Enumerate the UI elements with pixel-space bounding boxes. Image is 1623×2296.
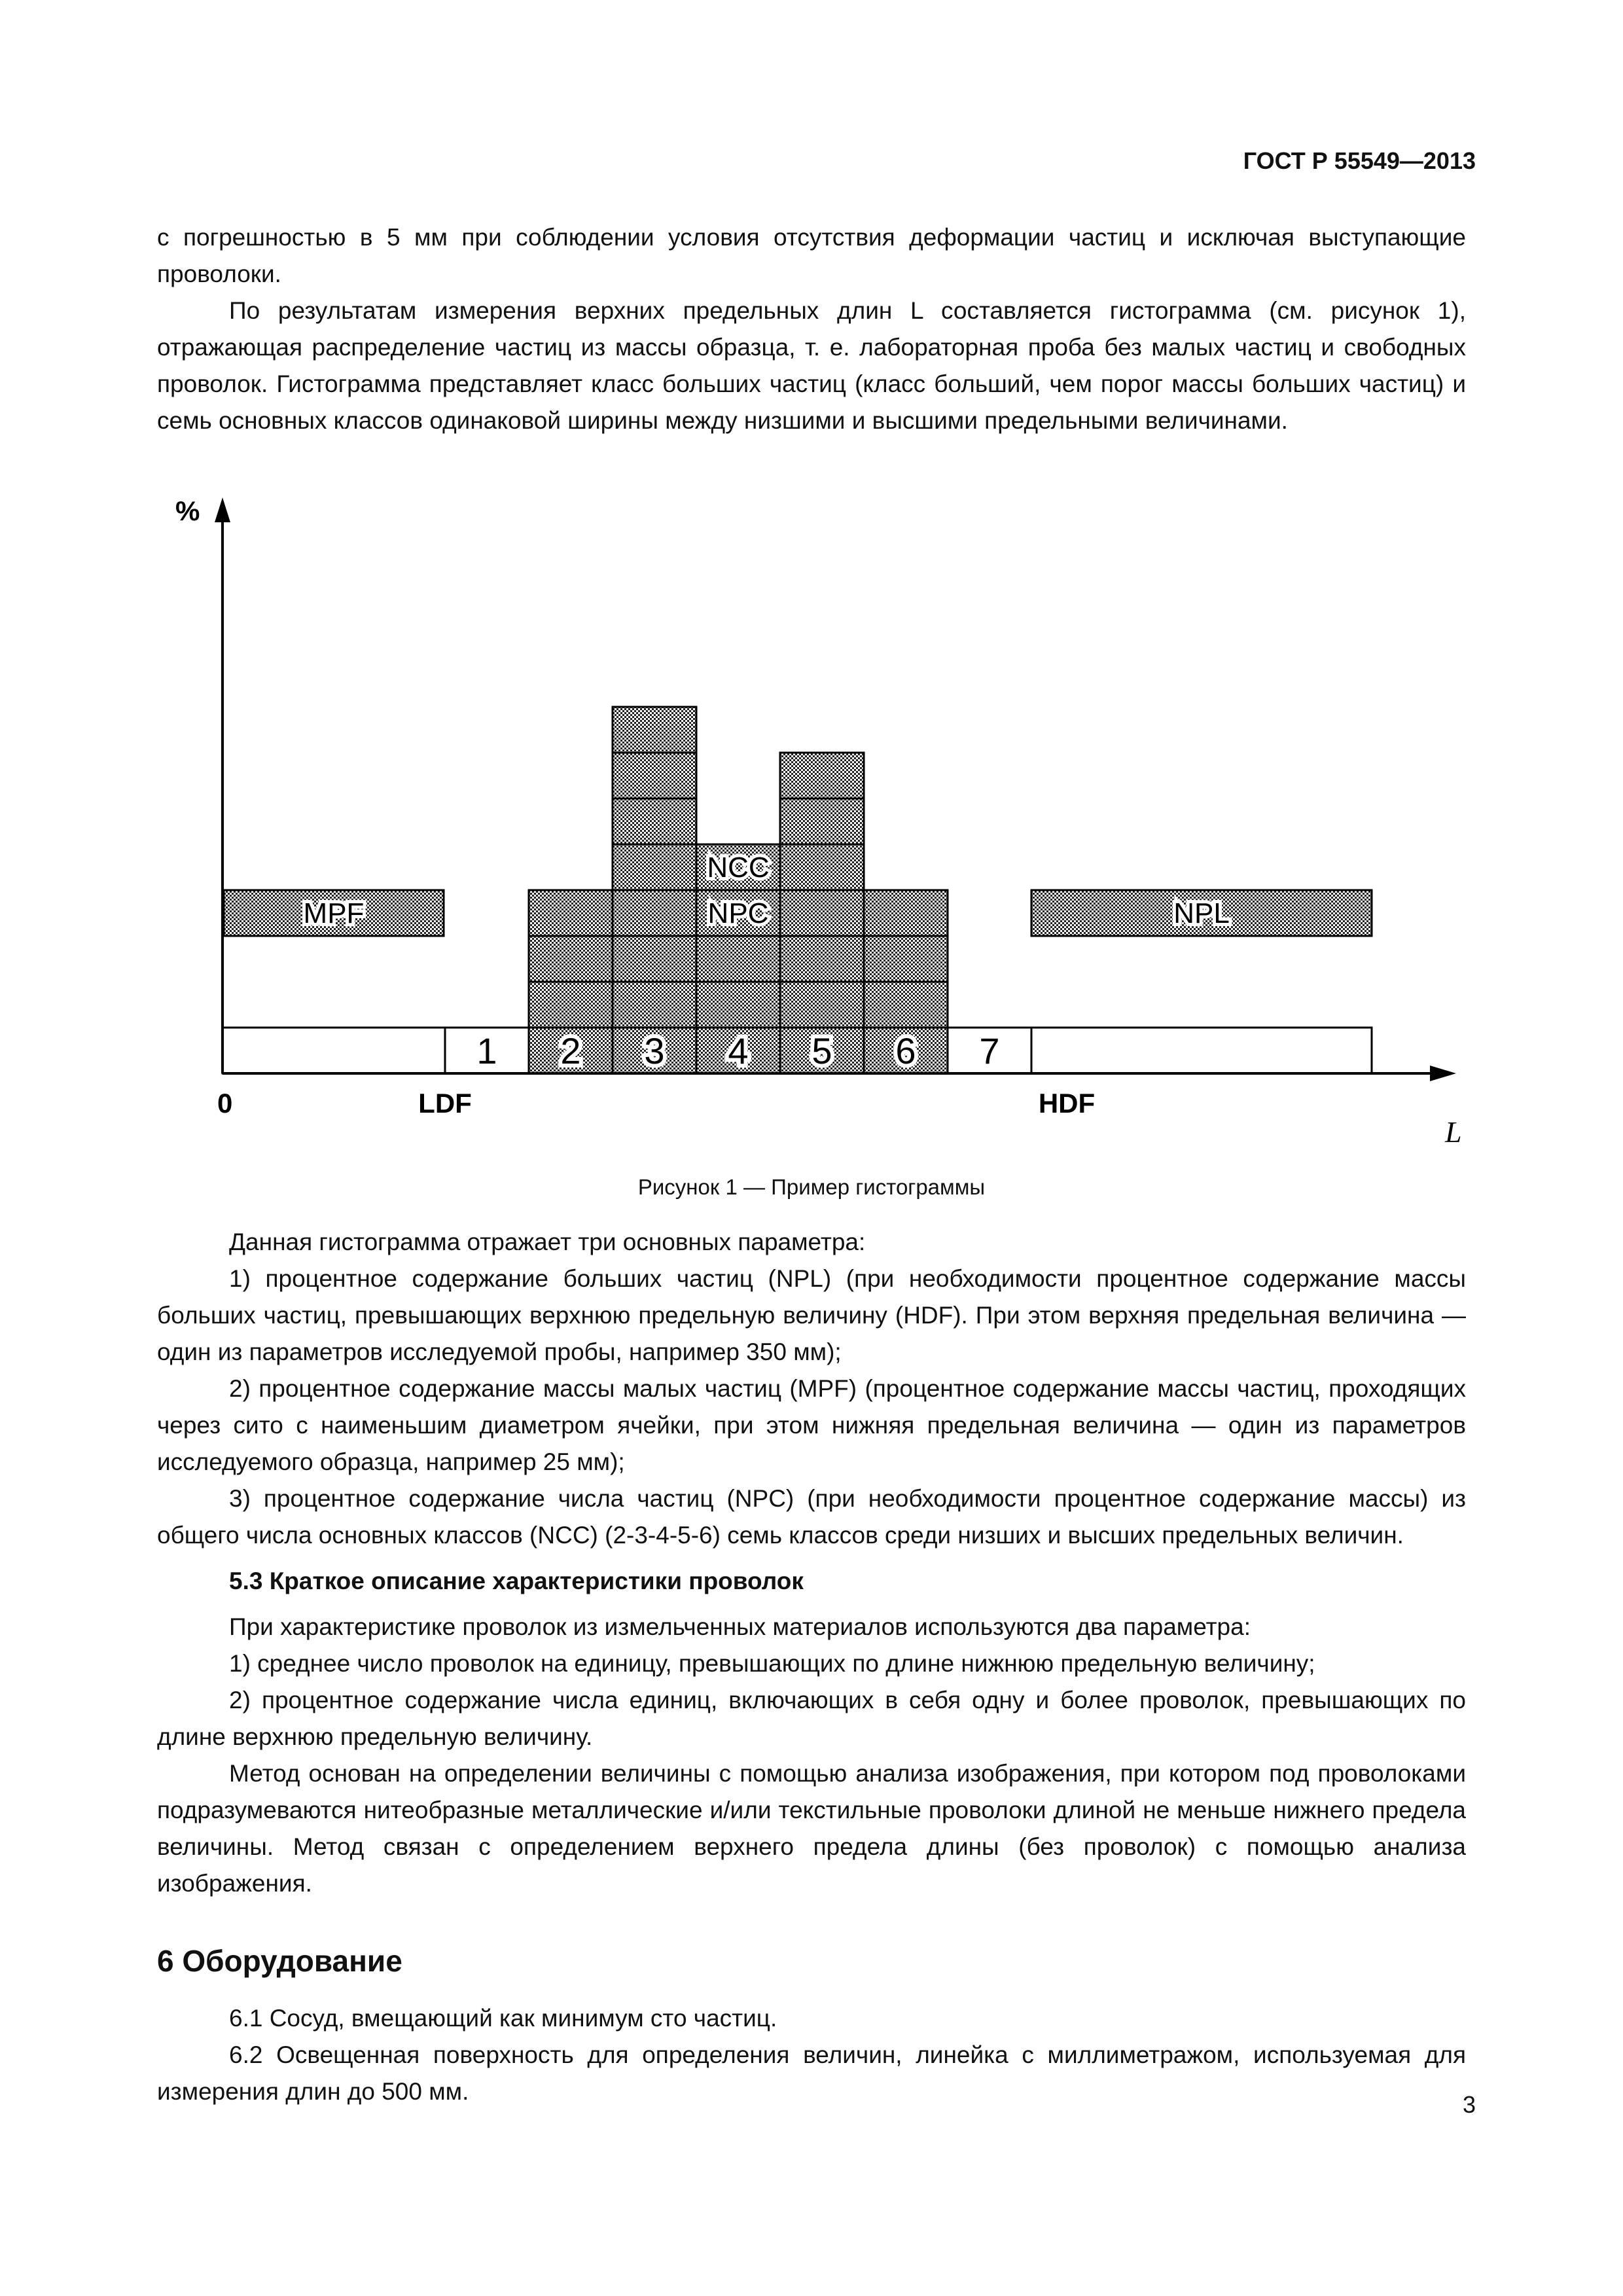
- class-label: 4: [728, 1030, 749, 1071]
- list-item: 1) процентное содержание больших частиц (NPL) (при необходимости процентное содержание массы больших частиц, превышающих верхнюю предельную величину (HDF). При этом верхняя предельная величина — один из параметров исследуемой пробы, например 350 мм);: [157, 1265, 1466, 1365]
- class-label: 2: [560, 1030, 581, 1071]
- histogram-bar: [780, 890, 864, 936]
- histogram-bar: [864, 936, 948, 982]
- intro-paragraph: По результатам измерения верхних предельных длин L составляется гистограмма (см. рисунок 1), отражающая распределение частиц из массы образца, т. е. лабораторная проба без малых частиц и свободных проволок. Гистограмма представляет класс больших частиц (класс больший, чем порог массы больших частиц) и семь основных классов одинаковой ширины между низшими и высшими предельными величинами.: [157, 297, 1466, 434]
- histogram-bars: [223, 707, 1372, 1073]
- class-label: 3: [644, 1030, 665, 1071]
- histogram-bar: [529, 982, 613, 1028]
- y-axis-label: %: [175, 495, 200, 526]
- parameter-label: MPF: [303, 897, 365, 929]
- outer-bar: [223, 1028, 445, 1073]
- histogram-bar: [864, 982, 948, 1028]
- histogram-bar: [696, 982, 780, 1028]
- class-label: 5: [812, 1030, 832, 1071]
- x-axis-label: L: [1445, 1115, 1462, 1149]
- list-item: 3) процентное содержание числа частиц (NPC) (при необходимости процентное содержание массы) из общего числа основных классов (NCC) (2-3-4-5-6) семь классов среди низших и высших предельных величин.: [157, 1485, 1466, 1549]
- class-label: 6: [895, 1030, 916, 1071]
- x-tick-label: 0: [217, 1088, 233, 1119]
- list-item: 2) процентное содержание числа единиц, включающих в себя одну и более проволок, превышающих по длине верхнюю предельную величину.: [157, 1687, 1466, 1750]
- histogram-bar: [780, 936, 864, 982]
- y-axis-arrow-icon: [215, 497, 230, 522]
- histogram-bar: [613, 844, 696, 890]
- histogram-bar: [780, 844, 864, 890]
- figure-caption: Рисунок 1 — Пример гистограммы: [637, 1175, 986, 1199]
- parameter-label: NPC: [707, 897, 769, 929]
- page-number: 3: [1462, 2091, 1476, 2118]
- histogram-bar: [613, 982, 696, 1028]
- histogram-bar: [613, 798, 696, 844]
- x-tick-label: LDF: [418, 1088, 472, 1119]
- paragraph: Метод основан на определении величины с помощью анализа изображения, при котором под проволоками подразумеваются нитеобразные металлические и/или текстильные проволоки длиной не меньше нижнего предела величины. Метод связан с определением верхнего предела длины (без проволок) с помощью анализа изображения.: [157, 1760, 1466, 1897]
- parameter-label: NCC: [707, 852, 770, 884]
- x-tick-label: HDF: [1038, 1088, 1096, 1119]
- document-header: ГОСТ Р 55549—2013: [1243, 147, 1476, 174]
- paragraph: Данная гистограмма отражает три основных параметра:: [229, 1229, 866, 1255]
- list-item: 2) процентное содержание массы малых частиц (MPF) (процентное содержание массы частиц, проходящих через сито с наименьшим диаметром ячейки, при этом нижняя предельная величина — один из параметров исследуемого образца, например 25 мм);: [157, 1375, 1466, 1475]
- histogram-bar: [613, 707, 696, 753]
- histogram-bar: [529, 936, 613, 982]
- histogram-bar: [780, 753, 864, 798]
- paragraph: 6.2 Освещенная поверхность для определения величин, линейка с миллиметражом, используемая для измерения длин до 500 мм.: [157, 2041, 1466, 2105]
- histogram-bar: [780, 798, 864, 844]
- intro-text: [157, 219, 1466, 439]
- histogram-bar: [613, 936, 696, 982]
- histogram-bar: [613, 753, 696, 798]
- section-heading: 6 Оборудование: [157, 1944, 402, 1978]
- class-label: 1: [476, 1030, 497, 1071]
- histogram-bar: [613, 890, 696, 936]
- histogram-bar: [780, 982, 864, 1028]
- parameter-label: NPL: [1173, 897, 1230, 929]
- paragraph: При характеристике проволок из измельченных материалов используются два параметра:: [229, 1613, 1251, 1640]
- intro-paragraph: с погрешностью в 5 мм при соблюдении условия отсутствия деформации частиц и исключая выступающие проволоки.: [157, 224, 1466, 287]
- paragraph: 6.1 Сосуд, вмещающий как минимум сто частиц.: [229, 2005, 777, 2032]
- x-axis-arrow-icon: [1430, 1066, 1456, 1081]
- list-item: 1) среднее число проволок на единицу, превышающих по длине нижнюю предельную величину;: [229, 1650, 1315, 1677]
- body-text: [157, 1224, 1466, 2110]
- histogram-bar: [696, 936, 780, 982]
- class-label: 7: [979, 1030, 1000, 1071]
- histogram-figure: [157, 484, 1466, 1152]
- outer-bar: [1031, 1028, 1372, 1073]
- section-heading: 5.3 Краткое описание характеристики проволок: [229, 1568, 804, 1594]
